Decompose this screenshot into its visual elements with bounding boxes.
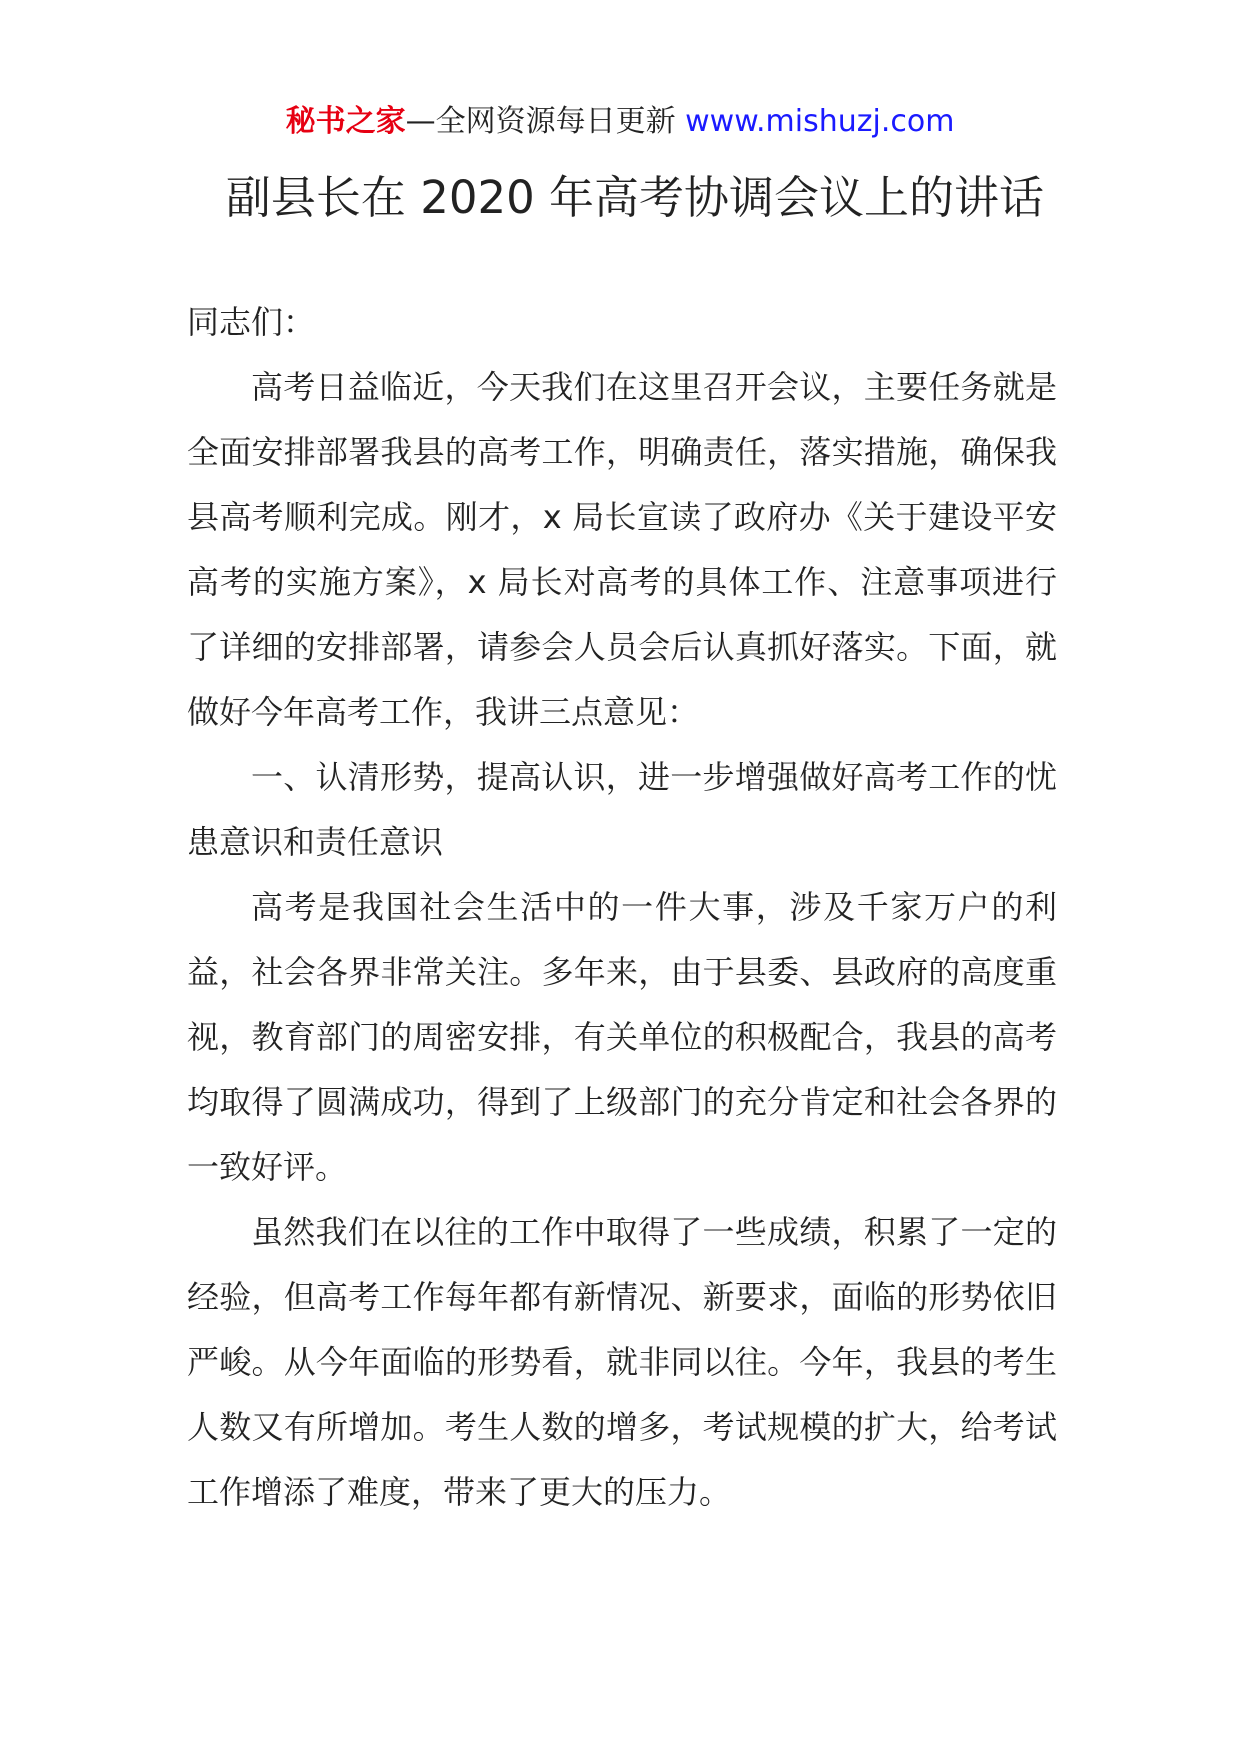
site-url-link[interactable]: www.mishuzj.com bbox=[685, 104, 955, 139]
document-body bbox=[187, 290, 1057, 1525]
paragraph-intro: 高考日益临近，今天我们在这里召开会议，主要任务就是全面安排部署我县的高考工作，明确责任，落实措施，确保我县高考顺利完成。刚才，x 局长宣读了政府办《关于建设平安高考的实施方案》，x 局长对高考的具体工作、注意事项进行了详细的安排部署，请参会人员会后认真抓好落实。下面，就做好今年高考工作，我讲三点意见： bbox=[187, 368, 1057, 731]
document-title: 副县长在 2020 年高考协调会议上的讲话 bbox=[225, 171, 1045, 224]
site-brand: 秘书之家 bbox=[285, 104, 406, 139]
section-heading-1: 一、认清形势，提高认识，进一步增强做好高考工作的忧患意识和责任意识 bbox=[187, 758, 1057, 861]
paragraph-importance: 高考是我国社会生活中的一件大事，涉及千家万户的利益，社会各界非常关注。多年来，由于县委、县政府的高度重视，教育部门的周密安排，有关单位的积极配合，我县的高考均取得了圆满成功，得到了上级部门的充分肯定和社会各界的一致好评。 bbox=[187, 888, 1057, 1186]
site-header bbox=[0, 100, 1240, 144]
salutation: 同志们： bbox=[187, 303, 316, 341]
site-slogan: —全网资源每日更新 bbox=[405, 104, 686, 139]
paragraph-situation: 虽然我们在以往的工作中取得了一些成绩，积累了一定的经验，但高考工作每年都有新情况、新要求，面临的形势依旧严峻。从今年面临的形势看，就非同以往。今年，我县的考生人数又有所增加。考生人数的增多，考试规模的扩大，给考试工作增添了难度，带来了更大的压力。 bbox=[187, 1213, 1057, 1511]
